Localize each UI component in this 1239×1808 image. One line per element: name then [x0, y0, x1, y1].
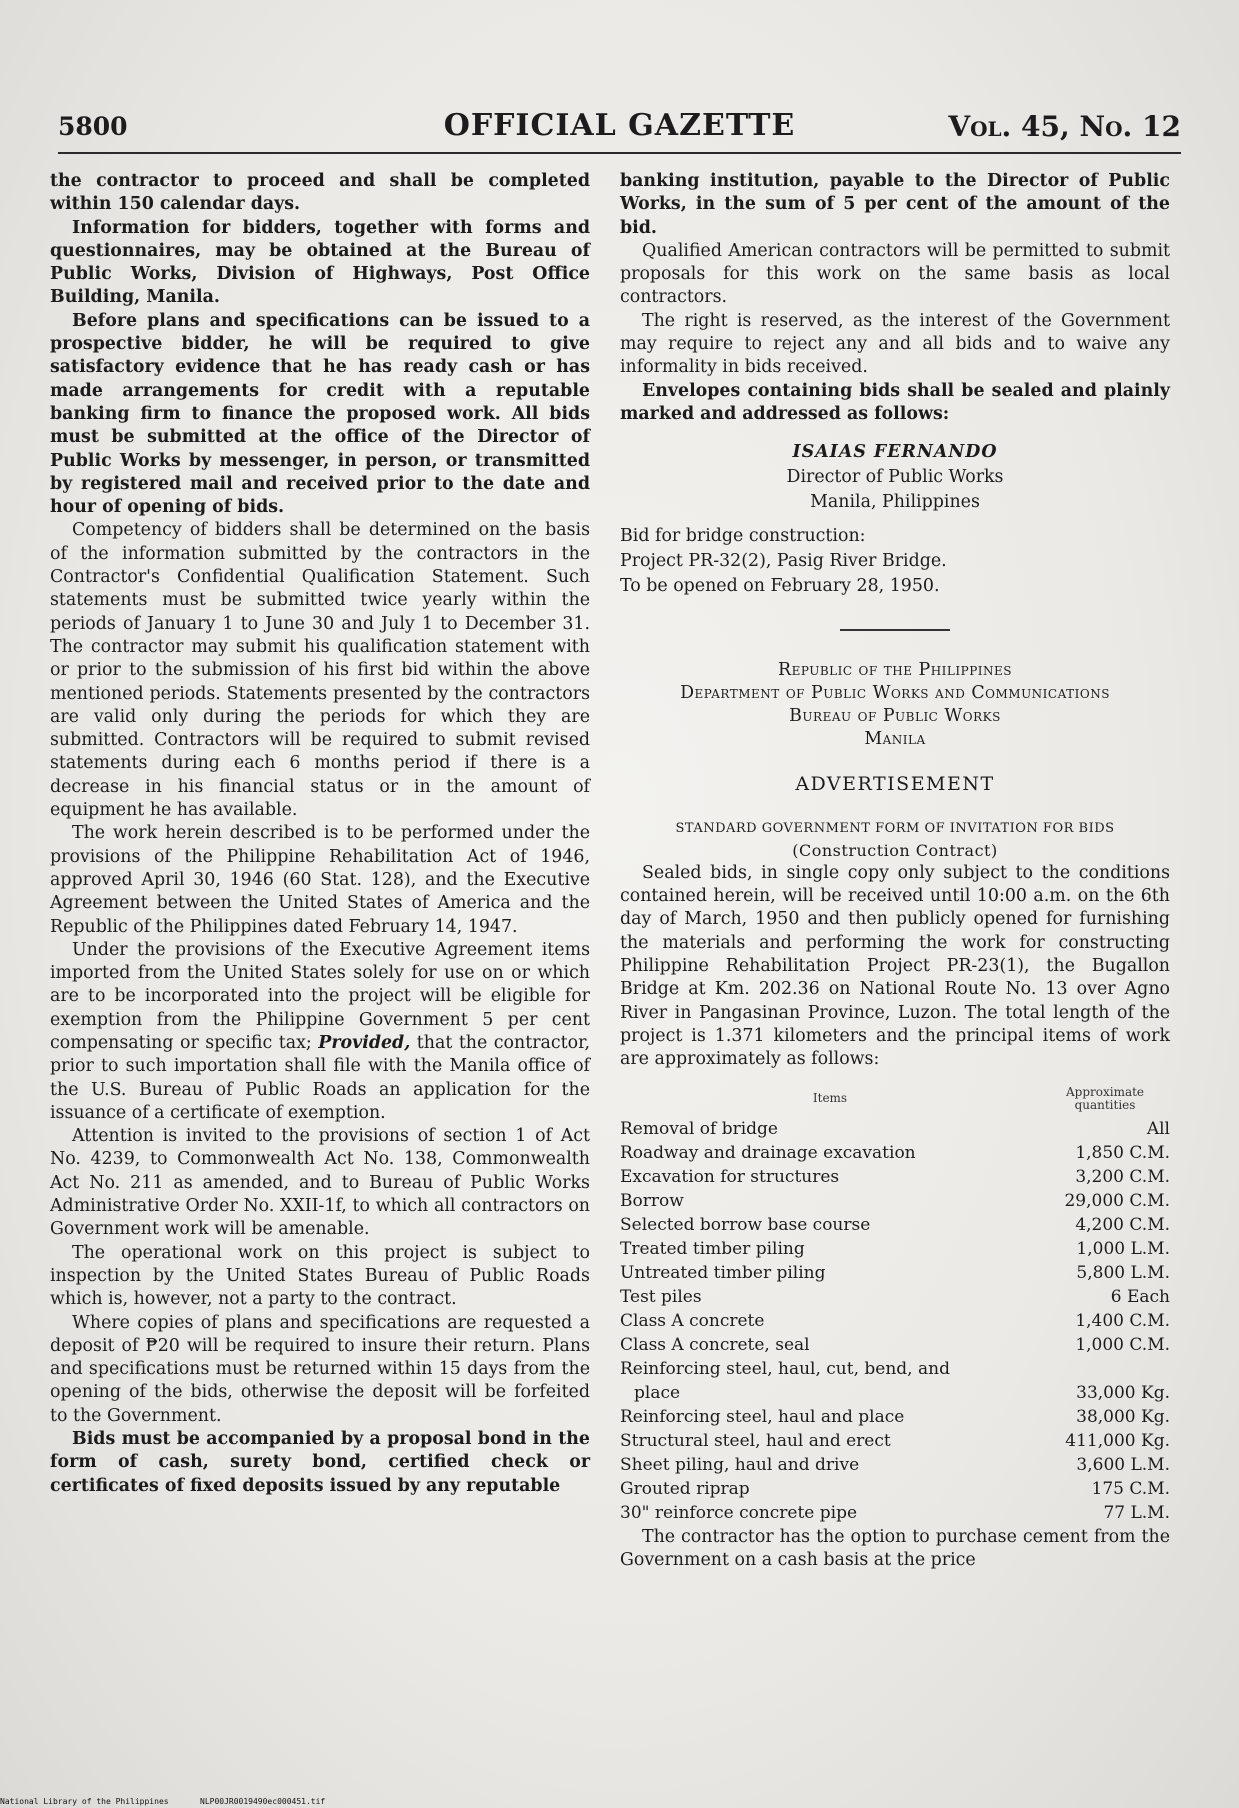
item-name: place — [634, 1383, 681, 1404]
item-quantity: 175 C.M. — [1091, 1479, 1170, 1500]
item-quantity: 1,400 C.M. — [1075, 1311, 1170, 1332]
item-name: Test piles — [620, 1287, 702, 1308]
item-quantity: 1,000 L.M. — [1076, 1239, 1170, 1260]
page-header — [58, 108, 1181, 148]
paragraph: Competency of bidders shall be determined on the basis of the information submitted by the contractors in the Contractor's Confidential Qualification Statement. Such statements must be submitted twice yearly within the periods of January 1 to June 30 and July 1 to December 31. The contractor may submit his qualification statement with or prior to the submission of his first bid within the above mentioned periods. Statements presented by the contractors are valid only during the periods for which they are submitted. Contractors will be required to submit revised statements during each 6 months period if there is a decrease in his financial status or in the amount of equipment he has available. — [50, 520, 590, 821]
paragraph: Qualified American contractors will be permitted to submit proposals for this work on the same basis as local contractors. — [620, 240, 1170, 308]
item-quantity: 29,000 C.M. — [1064, 1191, 1170, 1212]
table-row — [620, 1142, 1170, 1166]
item-name: Reinforcing steel, haul, cut, bend, and — [620, 1359, 950, 1380]
item-quantity: 4,200 C.M. — [1075, 1215, 1170, 1236]
volume-issue: Vol. 45, No. 12 — [948, 110, 1181, 143]
table-row — [620, 1478, 1170, 1502]
section-divider — [840, 629, 950, 631]
item-name: Removal of bridge — [620, 1119, 778, 1140]
item-quantity — [1040, 1358, 1170, 1382]
item-quantity: 6 Each — [1110, 1287, 1170, 1308]
page-number: 5800 — [58, 112, 128, 141]
item-quantity: 33,000 Kg. — [1076, 1383, 1170, 1404]
addressee-city: Manila, Philippines — [810, 492, 980, 513]
dept-line: Department of Public Works and Communications — [680, 682, 1110, 703]
table-row — [620, 1334, 1170, 1358]
header-rule — [58, 152, 1181, 154]
table-row — [620, 1382, 1170, 1406]
items-table-body — [620, 1118, 1170, 1526]
item-quantity: 38,000 Kg. — [1076, 1407, 1170, 1428]
paragraph: The contractor has the option to purchase cement from the Government on a cash basis at the price — [620, 1526, 1170, 1570]
item-name: Treated timber piling — [620, 1239, 805, 1260]
paragraph — [50, 939, 590, 1125]
table-row — [620, 1214, 1170, 1238]
item-quantity: 3,200 C.M. — [1075, 1167, 1170, 1188]
advertisement-heading: ADVERTISEMENT — [795, 772, 995, 795]
paragraph: the contractor to proceed and shall be completed within 150 calendar days. — [50, 171, 590, 215]
table-row — [620, 1310, 1170, 1334]
item-quantity: 5,800 L.M. — [1076, 1263, 1170, 1284]
table-row — [620, 1238, 1170, 1262]
dept-line: Manila — [864, 728, 926, 749]
paragraph: Sealed bids, in single copy only subject to the conditions contained herein, will be received until 10:00 a.m. on the 6th day of March, 1950 and then publicly opened for furnishing the materials and performing the work for constructing Philippine Rehabilitation Project PR-23(1), the Bugallon Bridge at Km. 202.36 on National Route No. 13 over Agno River in Pangasinan Province, Luzon. The total length of the project is 1.371 kilometers and the principal items of work are approximately as follows: — [620, 862, 1170, 1070]
header-line: quantities — [1074, 1097, 1136, 1112]
project-line: Project PR-32(2), Pasig River Bridge. — [620, 550, 947, 571]
left-column — [50, 170, 590, 1498]
paragraph: The operational work on this project is subject to inspection by the United States Bureau of Public Roads which is, however, not a party to the contract. — [50, 1242, 590, 1310]
table-row — [620, 1430, 1170, 1454]
item-name: Grouted riprap — [620, 1479, 750, 1500]
publication-title: OFFICIAL GAZETTE — [443, 108, 796, 143]
department-heading — [620, 659, 1170, 751]
file-label: NLP00JR0019490ec000451.tif — [200, 1797, 326, 1806]
paragraph: Bids must be accompanied by a proposal bond in the form of cash, surety bond, certified check or certificates of fixed deposits issued by any reputable — [50, 1429, 590, 1496]
table-row — [620, 1454, 1170, 1478]
dept-line: Bureau of Public Works — [789, 705, 1001, 726]
table-row — [620, 1118, 1170, 1142]
item-name: Borrow — [620, 1191, 684, 1212]
paragraph: Information for bidders, together with forms and questionnaires, may be obtained at the Bureau of Public Works, Division of Highways, Post Office Building, Manila. — [50, 217, 590, 308]
table-row — [620, 1166, 1170, 1190]
item-quantity: 411,000 Kg. — [1065, 1431, 1170, 1452]
item-quantity: 3,600 L.M. — [1076, 1455, 1170, 1476]
item-name: Untreated timber piling — [620, 1263, 826, 1284]
item-name: Selected borrow base course — [620, 1215, 871, 1236]
item-quantity: 77 L.M. — [1103, 1503, 1170, 1524]
right-column — [620, 170, 1170, 1572]
paragraph: Attention is invited to the provisions of section 1 of Act No. 4239, to Commonwealth Act No. 138, Commonwealth Act No. 211 as amended, and to Bureau of Public Works Administrative Order No. XXII-1f, to which all contractors on Government work will be amenable. — [50, 1126, 590, 1240]
emphasis: Provided, — [318, 1032, 411, 1053]
table-row — [620, 1358, 1170, 1382]
paragraph: Before plans and specifications can be issued to a prospective bidder, he will be required to give satisfactory evidence that he has ready cash or has made arrangements for credit with a reputable banking firm to finance the proposed work. All bids must be submitted at the office of the Director of Public Works by messenger, in person, or transmitted by registered mail and received prior to the date and hour of opening of bids. — [50, 310, 590, 518]
item-quantity: All — [1146, 1119, 1170, 1140]
items-column-header: Items — [812, 1091, 848, 1106]
items-table — [620, 1086, 1170, 1526]
item-name: Excavation for structures — [620, 1167, 840, 1188]
quantity-column-header — [1040, 1086, 1170, 1118]
table-row — [620, 1190, 1170, 1214]
form-heading — [620, 818, 1170, 862]
item-name: Class A concrete — [620, 1311, 765, 1332]
text-run: that the contractor, prior to such importation shall file with the Manila office of the U.S. Bureau of Public Roads an application for the issuance of a certificate of exemption. — [50, 1032, 590, 1123]
table-row — [620, 1502, 1170, 1526]
item-quantity: 1,850 C.M. — [1075, 1143, 1170, 1164]
mailing-address — [620, 440, 1170, 515]
item-quantity: 1,000 C.M. — [1075, 1335, 1170, 1356]
scan-footer — [0, 1796, 1239, 1808]
item-name: Structural steel, haul and erect — [620, 1431, 891, 1452]
header-line: Approximate — [1065, 1084, 1145, 1099]
item-name: Class A concrete, seal — [620, 1335, 810, 1356]
paragraph: The work herein described is to be performed under the provisions of the Philippine Rehabilitation Act of 1946, approved April 30, 1946 (60 Stat. 128), and the Executive Agreement between the United States of America and the Republic of the Philippines dated February 14, 1947. — [50, 823, 590, 937]
dept-line: Republic of the Philippines — [777, 659, 1012, 680]
paragraph: banking institution, payable to the Director of Public Works, in the sum of 5 per cent of the amount of the bid. — [620, 171, 1170, 238]
paragraph: Where copies of plans and specifications are requested a deposit of ₱20 will be required to insure their return. Plans and specifications must be returned within 15 days from the opening of the bids, otherwise the deposit will be forfeited to the Government. — [50, 1312, 590, 1426]
table-row — [620, 1406, 1170, 1430]
addressee-title: Director of Public Works — [786, 467, 1004, 488]
paragraph: Envelopes containing bids shall be sealed and plainly marked and addressed as follows: — [620, 380, 1170, 424]
item-name: Sheet piling, haul and drive — [620, 1455, 860, 1476]
addressee-name: ISAIAS FERNANDO — [792, 442, 998, 463]
table-row — [620, 1262, 1170, 1286]
form-title: STANDARD GOVERNMENT FORM OF INVITATION FOR BIDS — [675, 820, 1115, 836]
text-run: Under the provisions of the Executive Agreement items imported from the United States solely for use on or which are to be incorporated into the project will be eligible for exemption from the Philippine Government 5 per cent compensating or specific tax; — [50, 939, 590, 1053]
paragraph: The right is reserved, as the interest of the Government may require to reject any and all bids and to waive any informality in bids received. — [620, 310, 1170, 378]
item-name: Reinforcing steel, haul and place — [620, 1407, 905, 1428]
opening-date-line: To be opened on February 28, 1950. — [620, 575, 940, 596]
bid-for-label: Bid for bridge construction: — [620, 526, 866, 547]
library-label: National Library of the Philippines — [0, 1797, 169, 1806]
contract-type: (Construction Contract) — [792, 840, 998, 860]
item-name: 30" reinforce concrete pipe — [620, 1503, 858, 1524]
item-name: Roadway and drainage excavation — [620, 1143, 916, 1164]
table-row — [620, 1286, 1170, 1310]
